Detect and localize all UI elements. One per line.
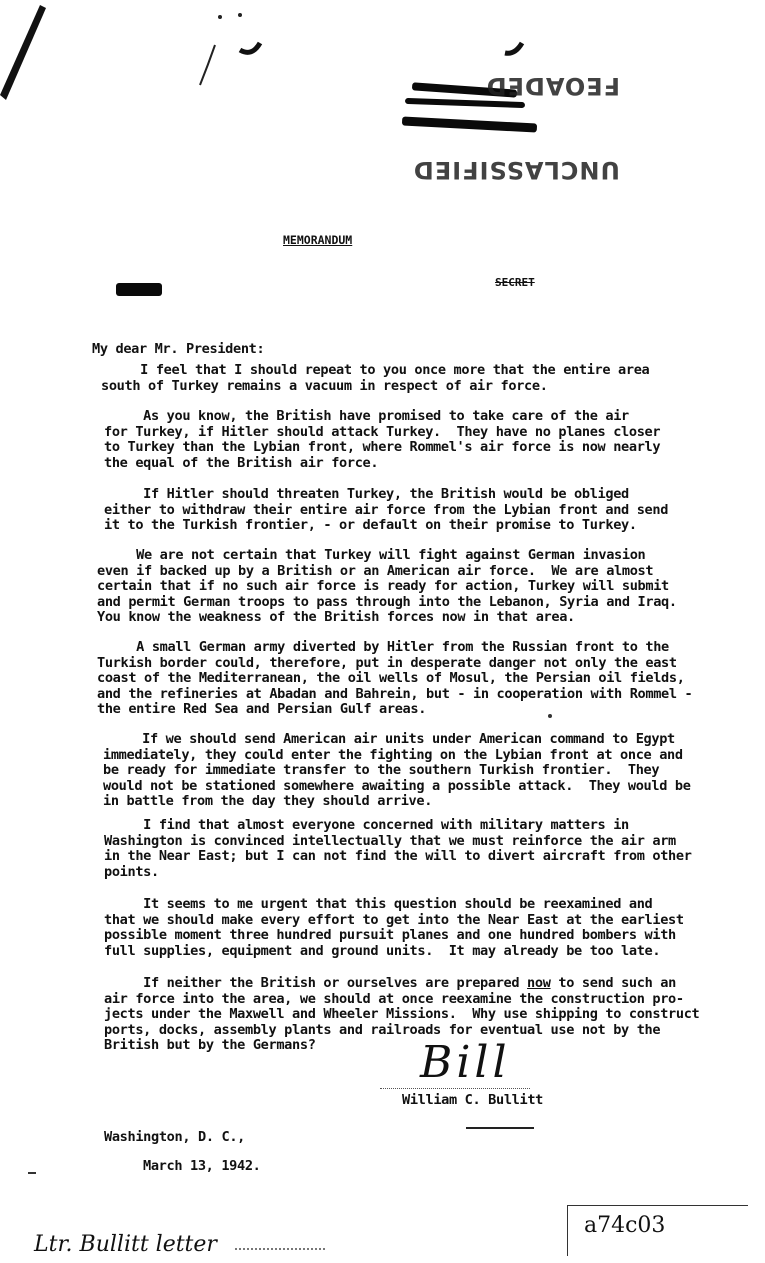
text-fragment: to send such an <box>550 975 676 991</box>
text-line: possible moment three hundred pursuit planes and one hundred bombers with <box>104 927 676 943</box>
text-line: points. <box>104 863 159 880</box>
text-line: I find that almost everyone concerned with military matters in <box>104 817 629 833</box>
text-line: immediately, they could enter the fighting on the Lybian front at once and <box>103 746 683 763</box>
text-line: full supplies, equipment and ground units. It may already be too late. <box>104 942 661 959</box>
text-line: in battle from the day they should arrive. <box>103 793 433 809</box>
text-line: Turkish border could, therefore, put in desperate danger not only the east <box>97 654 677 671</box>
text-line: certain that if no such air force is ready for action, Turkey will submit <box>97 578 669 594</box>
text-line: You know the weakness of the British forces now in that area. <box>97 609 575 625</box>
text-line: air force into the area, we should at once reexamine the construction pro- <box>104 990 684 1007</box>
text-line: ports, docks, assembly plants and railroads for eventual use not by the <box>104 1021 661 1038</box>
paragraph-8 <box>104 897 684 959</box>
file-code: a74c03 <box>584 1213 666 1238</box>
paragraph-9 <box>104 975 700 1054</box>
margin-mark <box>28 1172 36 1174</box>
text-line: to Turkey than the Lybian front, where Rommel's air force is now nearly <box>104 439 661 455</box>
text-line: for Turkey, if Hitler should attack Turkey. They have no planes closer <box>104 423 661 440</box>
text-line: either to withdraw their entire air force from the Lybian front and send <box>104 501 669 518</box>
text-line: We are not certain that Turkey will fight against German invasion <box>97 547 646 563</box>
text-line: south of Turkey remains a vacuum in respect of air force. <box>101 377 548 394</box>
paragraph-5 <box>97 639 693 718</box>
emphasis-now: now <box>527 975 551 991</box>
memo-heading: MEMORANDUM <box>283 233 353 247</box>
classification-mark: SECRET <box>495 276 535 289</box>
text-line: it to the Turkish frontier, - or default on their promise to Turkey. <box>104 517 637 533</box>
text-line: If we should send American air units under American command to Egypt <box>103 731 675 747</box>
paragraph-6 <box>103 731 691 810</box>
text-line: be ready for immediate transfer to the southern Turkish frontier. They <box>103 762 660 778</box>
underline-mark <box>466 1127 534 1129</box>
stamp-line-1: UNCLASSIFIED <box>412 156 620 184</box>
text-line: I feel that I should repeat to you once more that the entire area <box>101 362 650 378</box>
stamp-line-2: FEOADED <box>485 72 620 100</box>
text-line: If Hitler should threaten Turkey, the British would be obliged <box>104 486 629 502</box>
text-line: As you know, the British have promised to take care of the air <box>104 408 629 424</box>
text-line <box>104 976 684 992</box>
redaction-bar <box>116 283 162 296</box>
text-line: It seems to me urgent that this question should be reexamined and <box>104 896 653 912</box>
paragraph-7 <box>104 817 692 880</box>
text-line: in the Near East; but I can not find the will to divert aircraft from other <box>104 848 692 864</box>
signature-name: William C. Bullitt <box>402 1092 544 1108</box>
handwritten-note: Ltr. Bullitt letter <box>34 1232 217 1257</box>
text-line: coast of the Mediterranean, the oil wells of Mosul, the Persian oil fields, <box>97 670 685 686</box>
salutation: My dear Mr. President: <box>92 341 265 357</box>
corner-mark <box>0 0 60 100</box>
text-line: the entire Red Sea and Persian Gulf areas. <box>97 701 427 717</box>
place: Washington, D. C., <box>104 1129 246 1145</box>
text-line: Washington is convinced intellectually that we must reinforce the air arm <box>104 832 676 849</box>
text-line: and permit German troops to pass through into the Lebanon, Syria and Iraq. <box>97 593 677 610</box>
text-line: A small German army diverted by Hitler from the Russian front to the <box>97 639 669 655</box>
date: March 13, 1942. <box>143 1158 261 1174</box>
paragraph-4 <box>97 548 677 626</box>
text-line: British but by the Germans? <box>104 1037 316 1053</box>
declassified-stamp <box>410 72 620 240</box>
text-line: would not be stationed somewhere awaiting a possible attack. They would be <box>103 777 691 794</box>
handwritten-signature: Bill <box>420 1037 511 1088</box>
paragraph-1 <box>101 363 681 394</box>
text-line: even if backed up by a British or an American air force. We are almost <box>97 562 654 579</box>
text-line: that we should make every effort to get into the Near East at the earliest <box>104 911 684 928</box>
paragraph-3 <box>104 487 684 534</box>
text-line: and the refineries at Abadan and Bahrein, but - in cooperation with Rommel - <box>97 685 693 702</box>
note-smudge <box>235 1248 325 1253</box>
text-fragment: If neither the British or ourselves are prepared <box>104 975 528 991</box>
text-line: the equal of the British air force. <box>104 454 379 471</box>
signature-line <box>380 1088 530 1090</box>
text-line: jects under the Maxwell and Wheeler Missions. Why use shipping to construct <box>104 1006 700 1022</box>
paragraph-2 <box>104 409 684 471</box>
margin-mark <box>548 714 552 718</box>
